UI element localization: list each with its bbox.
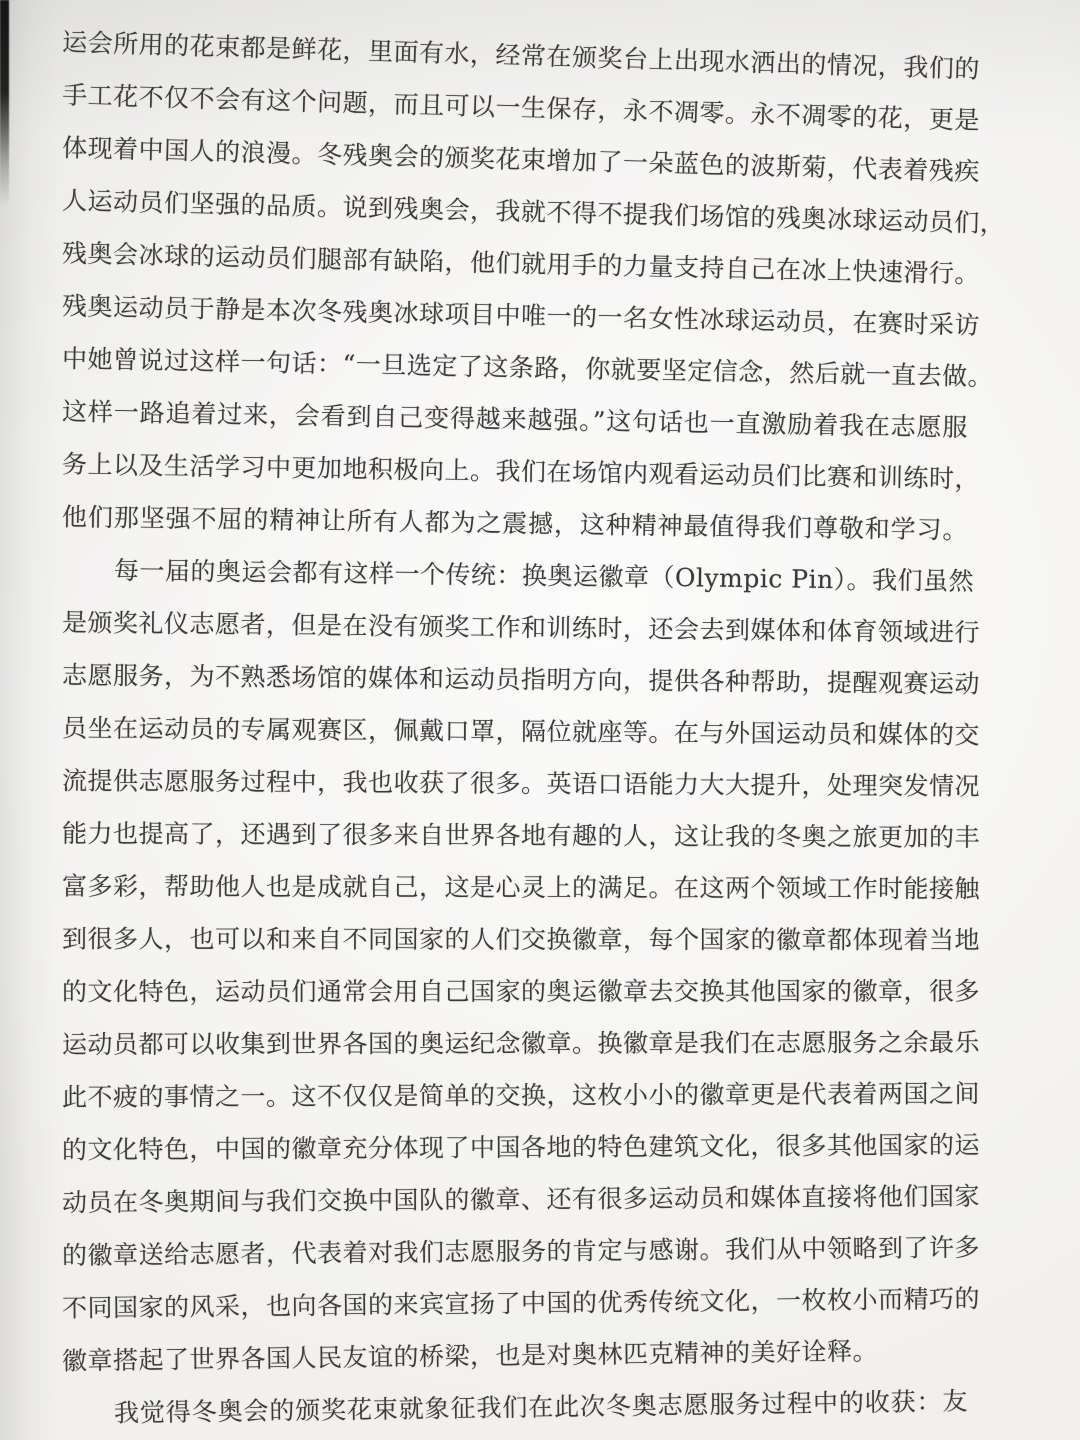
text-line: 流提供志愿服务过程中，我也收获了很多。英语口语能力大大提升，处理突发情况 [61, 766, 981, 801]
text-line: 员坐在运动员的专属观赛区，佩戴口罩，隔位就座等。在与外国运动员和媒体的交 [61, 713, 981, 750]
text-line: 富多彩，帮助他人也是成就自己，这是心灵上的满足。在这两个领域工作时能接触 [61, 871, 981, 904]
photo-edge-artifact [0, 0, 9, 205]
text-line: 人运动员们坚强的品质。说到残奥会，我就不得不提我们场馆的残奥冰球运动员们， [61, 185, 1006, 239]
text-line: 此不疲的事情之一。这不仅仅是简单的交换，这枚小小的徽章更是代表着两国之间 [61, 1079, 981, 1112]
text-line: 的文化特色，中国的徽章充分体现了中国各地的特色建筑文化，很多其他国家的运 [61, 1130, 981, 1165]
text-line: 他们那坚强不屈的精神让所有人都为之震撼，这种精神最值得我们尊敬和学习。 [61, 502, 969, 545]
text-line: 志愿服务，为不熟悉场馆的媒体和运动员指明方向，提供各种帮助，提醒观赛运动 [61, 660, 981, 699]
text-line: 体现着中国人的浪漫。冬残奥会的颁奖花束增加了一朵蓝色的波斯菊，代表着残疾 [61, 133, 981, 187]
text-line: 运动员都可以收集到世界各国的奥运纪念徽章。换徽章是我们在志愿服务之余最乐 [61, 1027, 981, 1060]
text-line: 不同国家的风采，也向各国的来宾宣扬了中国的优秀传统文化，一枚枚小而精巧的 [61, 1284, 981, 1323]
text-line: 务上以及生活学习中更加地积极向上。我们在场馆内观看运动员们比赛和训练时， [61, 449, 981, 494]
text-line: 每一届的奥运会都有这样一个传统：换奥运徽章（Olympic Pin）。我们虽然 [113, 555, 975, 596]
text-line: 残奥会冰球的运动员们腿部有缺陷，他们就用手的力量支持自己在冰上快速滑行。 [61, 238, 981, 289]
text-line: 残奥运动员于静是本次冬残奥冰球项目中唯一的一名女性冰球运动员，在赛时采访 [61, 291, 981, 340]
text-line: 能力也提高了，还遇到了很多来自世界各地有趣的人，这让我的冬奥之旅更加的丰 [61, 818, 981, 853]
text-line: 我觉得冬奥会的颁奖花束就象征我们在此次冬奥志愿服务过程中的收获：友 [113, 1386, 969, 1428]
text-line: 运会所用的花束都是鲜花，里面有水，经常在颁奖台上出现水洒出的情况，我们的 [61, 27, 981, 84]
text-line: 徽章搭起了世界各国人民友谊的桥梁，也是对奥林匹克精神的美好诠释。 [61, 1336, 879, 1376]
text-line: 中她曾说过这样一句话：“一旦选定了这条路，你就要坚定信念，然后就一直去做。 [61, 344, 994, 392]
text-line: 是颁奖礼仪志愿者，但是在没有颁奖工作和训练时，还会去到媒体和体育领域进行 [61, 607, 981, 648]
essay-body [61, 27, 1006, 1434]
text-line: 的文化特色，运动员们通常会用自己国家的奥运徽章去交换其他国家的徽章，很多 [61, 976, 981, 1007]
text-line: 动员在冬奥期间与我们交换中国队的徽章、还有很多运动员和媒体直接将他们国家 [61, 1181, 981, 1218]
text-line: 的徽章送给志愿者，代表着对我们志愿服务的肯定与感谢。我们从中领略到了许多 [61, 1232, 981, 1271]
text-line: 这样一路追着过来，会看到自己变得越来越强。”这句话也一直激励着我在志愿服 [61, 396, 969, 443]
text-line: 手工花不仅不会有这个问题，而且可以一生保存，永不凋零。永不凋零的花，更是 [61, 80, 981, 136]
text-line: 到很多人，也可以和来自不同国家的人们交换徽章，每个国家的徽章都体现着当地 [61, 924, 981, 955]
